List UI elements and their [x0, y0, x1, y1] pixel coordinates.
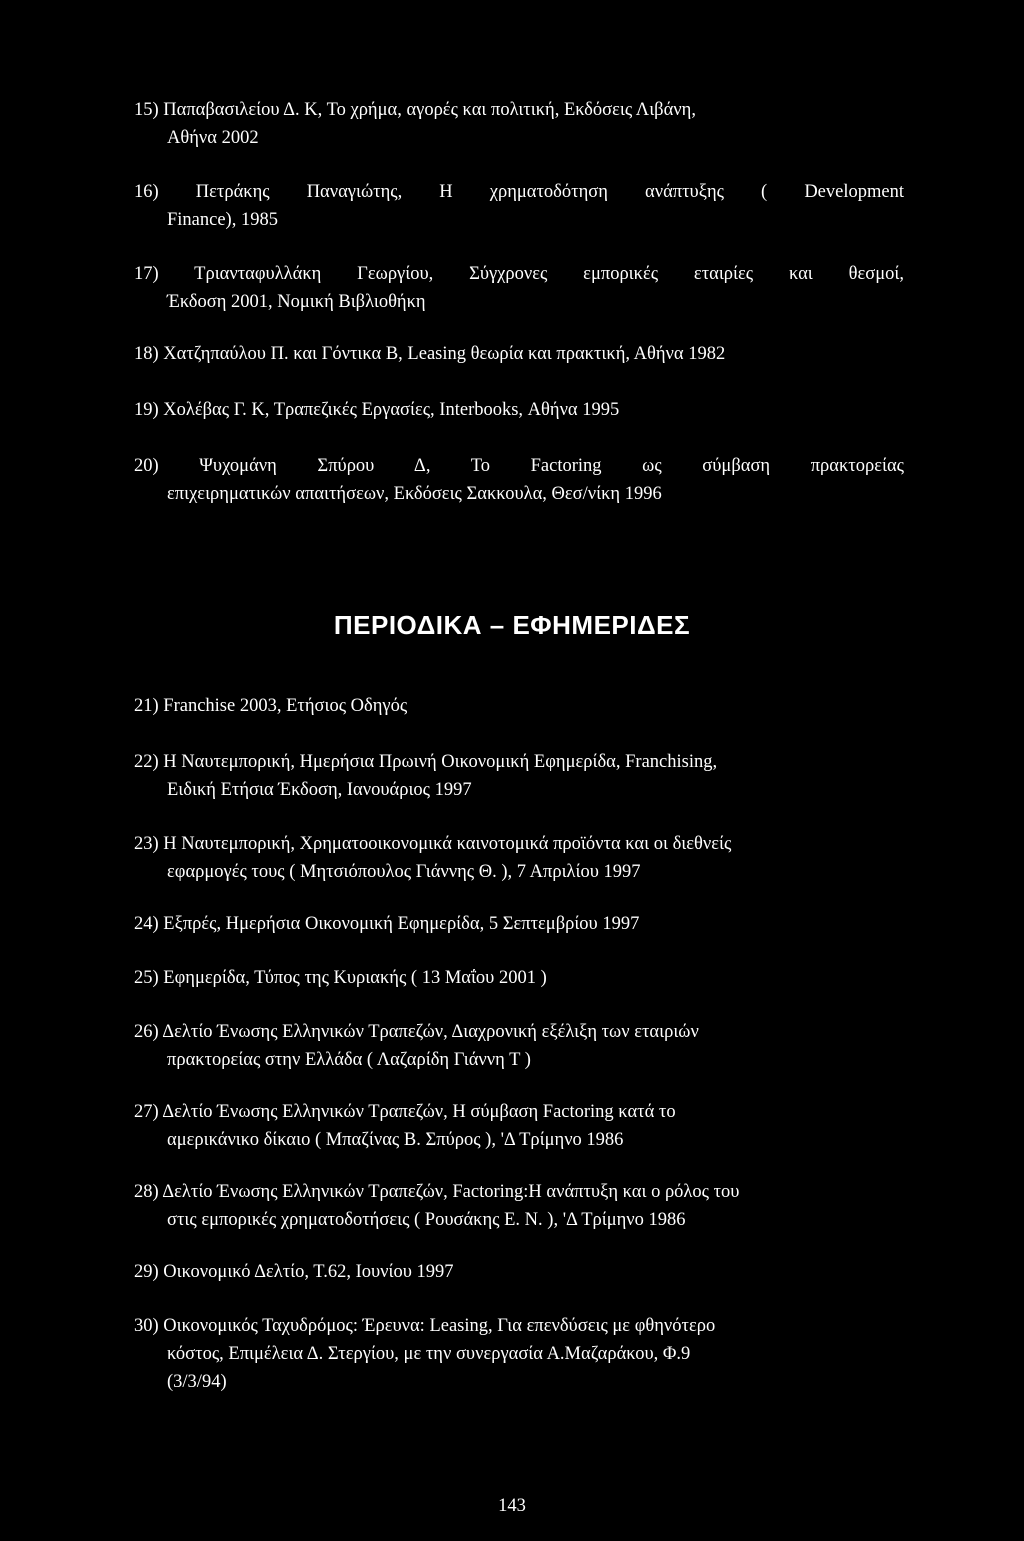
reference-line: 20) Ψυχομάνη Σπύρου Δ, Το Factoring ως σύμβαση πρακτορείας	[134, 456, 904, 476]
reference-entry-30	[134, 1312, 904, 1396]
reference-line: 30) Οικονομικός Ταχυδρόμος: Έρευνα: Leasing, Για επενδύσεις με φθηνότερο	[134, 1316, 716, 1336]
reference-entry-22	[134, 748, 904, 804]
reference-line: Έκδοση 2001, Νομική Βιβλιοθήκη	[167, 292, 426, 312]
reference-line: αμερικάνικο δίκαιο ( Μπαζίνας Β. Σπύρος ), 'Δ Τρίμηνο 1986	[167, 1130, 624, 1150]
reference-entry-17	[134, 260, 904, 316]
reference-line: 25) Εφημερίδα, Τύπος της Κυριακής ( 13 Μαΐου 2001 )	[134, 968, 547, 988]
reference-line: 19) Χολέβας Γ. Κ, Τραπεζικές Εργασίες, Interbooks, Αθήνα 1995	[134, 400, 620, 420]
reference-line: 24) Εξπρές, Ημερήσια Οικονομική Εφημερίδα, 5 Σεπτεμβρίου 1997	[134, 914, 640, 934]
reference-entry-28	[134, 1178, 904, 1234]
reference-entry-24	[134, 910, 904, 938]
reference-line: κόστος, Επιμέλεια Δ. Στεργίου, με την συνεργασία Α.Μαζαράκου, Φ.9	[167, 1344, 691, 1364]
reference-line: επιχειρηματικών απαιτήσεων, Εκδόσεις Σακκουλα, Θεσ/νίκη 1996	[167, 484, 662, 504]
reference-line: Αθήνα 2002	[167, 128, 259, 148]
reference-entry-16	[134, 178, 904, 234]
reference-entry-25	[134, 964, 904, 992]
reference-entry-23	[134, 830, 904, 886]
reference-entry-15	[134, 96, 904, 152]
reference-line: 15) Παπαβασιλείου Δ. Κ, Το χρήμα, αγορές και πολιτική, Εκδόσεις Λιβάνη,	[134, 100, 696, 120]
reference-line: 22) Η Ναυτεμπορική, Ημερήσια Πρωινή Οικονομική Εφημερίδα, Franchising,	[134, 752, 718, 772]
page-number: 143	[498, 1496, 526, 1516]
reference-entry-19	[134, 396, 904, 424]
reference-line: 18) Χατζηπαύλου Π. και Γόντικα Β, Leasing θεωρία και πρακτική, Αθήνα 1982	[134, 344, 726, 364]
reference-line: στις εμπορικές χρηματοδοτήσεις ( Ρουσάκης Ε. Ν. ), 'Δ Τρίμηνο 1986	[167, 1210, 686, 1230]
reference-entry-26	[134, 1018, 904, 1074]
reference-entry-18	[134, 340, 904, 368]
reference-line: Ειδική Ετήσια Έκδοση, Ιανουάριος 1997	[167, 780, 472, 800]
reference-line: (3/3/94)	[167, 1372, 227, 1392]
reference-line: 23) Η Ναυτεμπορική, Χρηματοοικονομικά καινοτομικά προϊόντα και οι διεθνείς	[134, 834, 732, 854]
reference-entry-20	[134, 452, 904, 508]
reference-entry-27	[134, 1098, 904, 1154]
reference-line: 29) Οικονομικό Δελτίο, Τ.62, Ιουνίου 1997	[134, 1262, 454, 1282]
reference-entry-29	[134, 1258, 904, 1286]
section-title: ΠΕΡΙΟΔΙΚΑ – ΕΦΗΜΕΡΙΔΕΣ	[333, 610, 691, 640]
reference-line: Finance), 1985	[167, 210, 278, 230]
reference-line: 27) Δελτίο Ένωσης Ελληνικών Τραπεζών, Η σύμβαση Factoring κατά το	[134, 1102, 676, 1122]
reference-line: πρακτορείας στην Ελλάδα ( Λαζαρίδη Γιάννη Τ )	[167, 1050, 531, 1070]
reference-line: 26) Δελτίο Ένωσης Ελληνικών Τραπεζών, Διαχρονική εξέλιξη των εταιριών	[134, 1022, 699, 1042]
reference-line: εφαρμογές τους ( Μητσιόπουλος Γιάννης Θ. ), 7 Απριλίου 1997	[167, 862, 641, 882]
reference-line: 16) Πετράκης Παναγιώτης, Η χρηματοδότηση ανάπτυξης ( Development	[134, 182, 904, 202]
reference-entry-21	[134, 692, 904, 720]
reference-line: 28) Δελτίο Ένωσης Ελληνικών Τραπεζών, Factoring:Η ανάπτυξη και ο ρόλος του	[134, 1182, 740, 1202]
reference-line: 21) Franchise 2003, Ετήσιος Οδηγός	[134, 696, 408, 716]
reference-line: 17) Τριανταφυλλάκη Γεωργίου, Σύγχρονες εμπορικές εταιρίες και θεσμοί,	[134, 264, 904, 284]
